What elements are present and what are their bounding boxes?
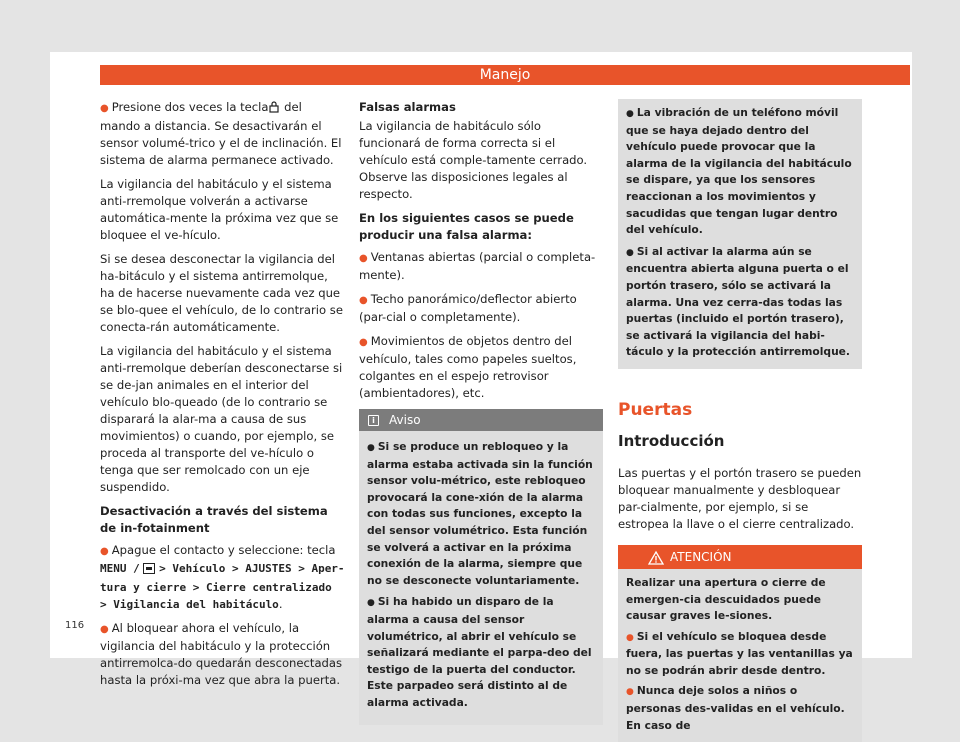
bullet-icon: ●: [359, 253, 368, 264]
manual-page: [50, 52, 912, 732]
bullet-icon: ●: [359, 295, 368, 306]
atencion-body: [618, 569, 862, 742]
paragraph: Si se desea desconectar la vigilancia del ha-bitáculo y el sistema antirremolque, ha de hacerse nuevamente cada vez que se blo-quee el vehículo, de lo contrario se conecta-rán automáticamente.: [100, 252, 343, 334]
info-icon: i: [368, 415, 379, 426]
list-item: ● Si el vehículo se bloquea desde fuera, las puertas y las ventanillas ya no se podrán abrir desde dentro.: [626, 629, 853, 677]
aviso-header: i Aviso: [359, 409, 603, 431]
lock-icon: [269, 101, 279, 118]
list-item: ● Nunca deje solos a niños o personas des-validas en el vehículo. En caso de: [626, 684, 845, 732]
section-header: Manejo: [100, 65, 910, 85]
atencion-intro: Realizar una apertura o cierre de emergen-cia descuidados puede causar graves le-siones.: [626, 575, 826, 623]
aviso-continued-box: [618, 99, 862, 369]
paragraph: Las puertas y el portón trasero se pueden bloquear manualmente y desbloquear par-cialmente, por ejemplo, si se estropea la llave o el cierre centralizado.: [618, 465, 862, 531]
list-item: ● Si se produce un rebloqueo y la alarma estaba activada sin la función sensor volu-métrico, este rebloqueo provocará la cone-xión de la alarma con todas sus funciones, excepto la del sensor volumétrico. Esta función se volverá a activar en la próxima conexión de la alarma, siempre que no se desconecte voluntariamente.: [367, 440, 593, 587]
atencion-header: ATENCIÓN: [618, 545, 862, 569]
bullet-icon: ●: [626, 247, 634, 258]
bullet-icon: ●: [626, 632, 634, 643]
bullet-icon: ●: [100, 103, 109, 114]
page-number: 116: [65, 620, 85, 631]
column-left: [100, 99, 345, 696]
bullet-lock-now: ● Al bloquear ahora el vehículo, la vigilancia del habitáculo y la protección antirremolca-do quedarán desconectadas hasta la próxi-ma vez que abra la puerta.: [100, 621, 343, 687]
section-subtitle-introduccion: Introducción: [618, 431, 725, 450]
paragraph: La vigilancia de habitáculo sólo funcionará de forma correcta si el vehículo está comple-tamente cerrado. Observe las disposiciones legales al respecto.: [359, 119, 588, 201]
list-item: ● Ventanas abiertas (parcial o completa-mente).: [359, 250, 596, 282]
column-middle: [359, 99, 603, 725]
bullet-icon: ●: [626, 687, 634, 698]
aviso-note: [359, 409, 603, 725]
bullet-icon: ●: [367, 598, 375, 609]
aviso-body: [359, 431, 603, 725]
subheading-cases: En los siguientes casos se puede producir una falsa alarma:: [359, 211, 574, 242]
list-item: ● Movimientos de objetos dentro del vehículo, tales como papeles sueltos, colgantes en el espejo retrovisor (ambientadores), etc.: [359, 334, 577, 400]
bullet-icon: ●: [367, 443, 375, 453]
column-right: [618, 99, 862, 742]
bullet-icon: ●: [100, 546, 109, 557]
paragraph: La vigilancia del habitáculo y el sistema anti-rremolque volverán a activarse automática-mente la próxima vez que se bloquee el ve-hículo.: [100, 177, 339, 242]
list-item: ● Si al activar la alarma aún se encuentra abierta alguna puerta o el portón trasero, sólo se activará la alarma. Una vez cerra-das todas las puertas (incluido el portón trasero), se activará la vigilancia del habi-táculo y la protección antirremolque.: [626, 244, 850, 359]
subheading-infotainment: Desactivación a través del sistema de in-fotainment: [100, 504, 328, 535]
list-item: ● Si ha habido un disparo de la alarma a causa del sensor volumétrico, al abrir el vehículo se señalizará mediante el parpa-deo del testigo de la puerta del conductor. Este parpadeo será distinto al de alarma activada.: [367, 595, 592, 709]
paragraph-lock-press: ● Presione dos veces la tecla del mando a distancia. Se desactivarán el sensor volumé-trico y el de inclinación. El sistema de alarma permanece activado.: [100, 100, 342, 167]
bullet-infotainment-path: ● Apague el contacto y seleccione: tecla MENU / > Vehículo > AJUSTES > Aper-tura y cierre > Cierre centralizado > Vigilancia del habitáculo.: [100, 543, 345, 611]
bullet-icon: ●: [359, 337, 368, 348]
bullet-icon: ●: [626, 109, 634, 119]
subheading-false-alarms: Falsas alarmas: [359, 100, 456, 114]
warning-triangle-icon: [648, 549, 664, 573]
section-title-puertas: Puertas: [618, 399, 693, 420]
paragraph: La vigilancia del habitáculo y el sistema anti-rremolque deberían desconectarse si se de-jan animales en el interior del vehículo blo-queado (de lo contrario se disparará la alar-ma a causa de sus movimientos) o cuando, por ejemplo, se proceda al transporte del ve-hículo o tenga que ser remolcado con un eje suspendido.: [100, 344, 343, 494]
atencion-warning: [618, 545, 862, 742]
list-item: ● La vibración de un teléfono móvil que se haya dejado dentro del vehículo puede provocar que la alarma de la vigilancia del habitáculo se dispare, ya que los sensores reaccionan a los movimientos y sacudidas que tengan lugar dentro del vehículo.: [626, 106, 852, 237]
car-menu-icon: [143, 562, 155, 579]
bullet-icon: ●: [100, 624, 109, 635]
list-item: ● Techo panorámico/deflector abierto (par-cial o completamente).: [359, 292, 577, 324]
